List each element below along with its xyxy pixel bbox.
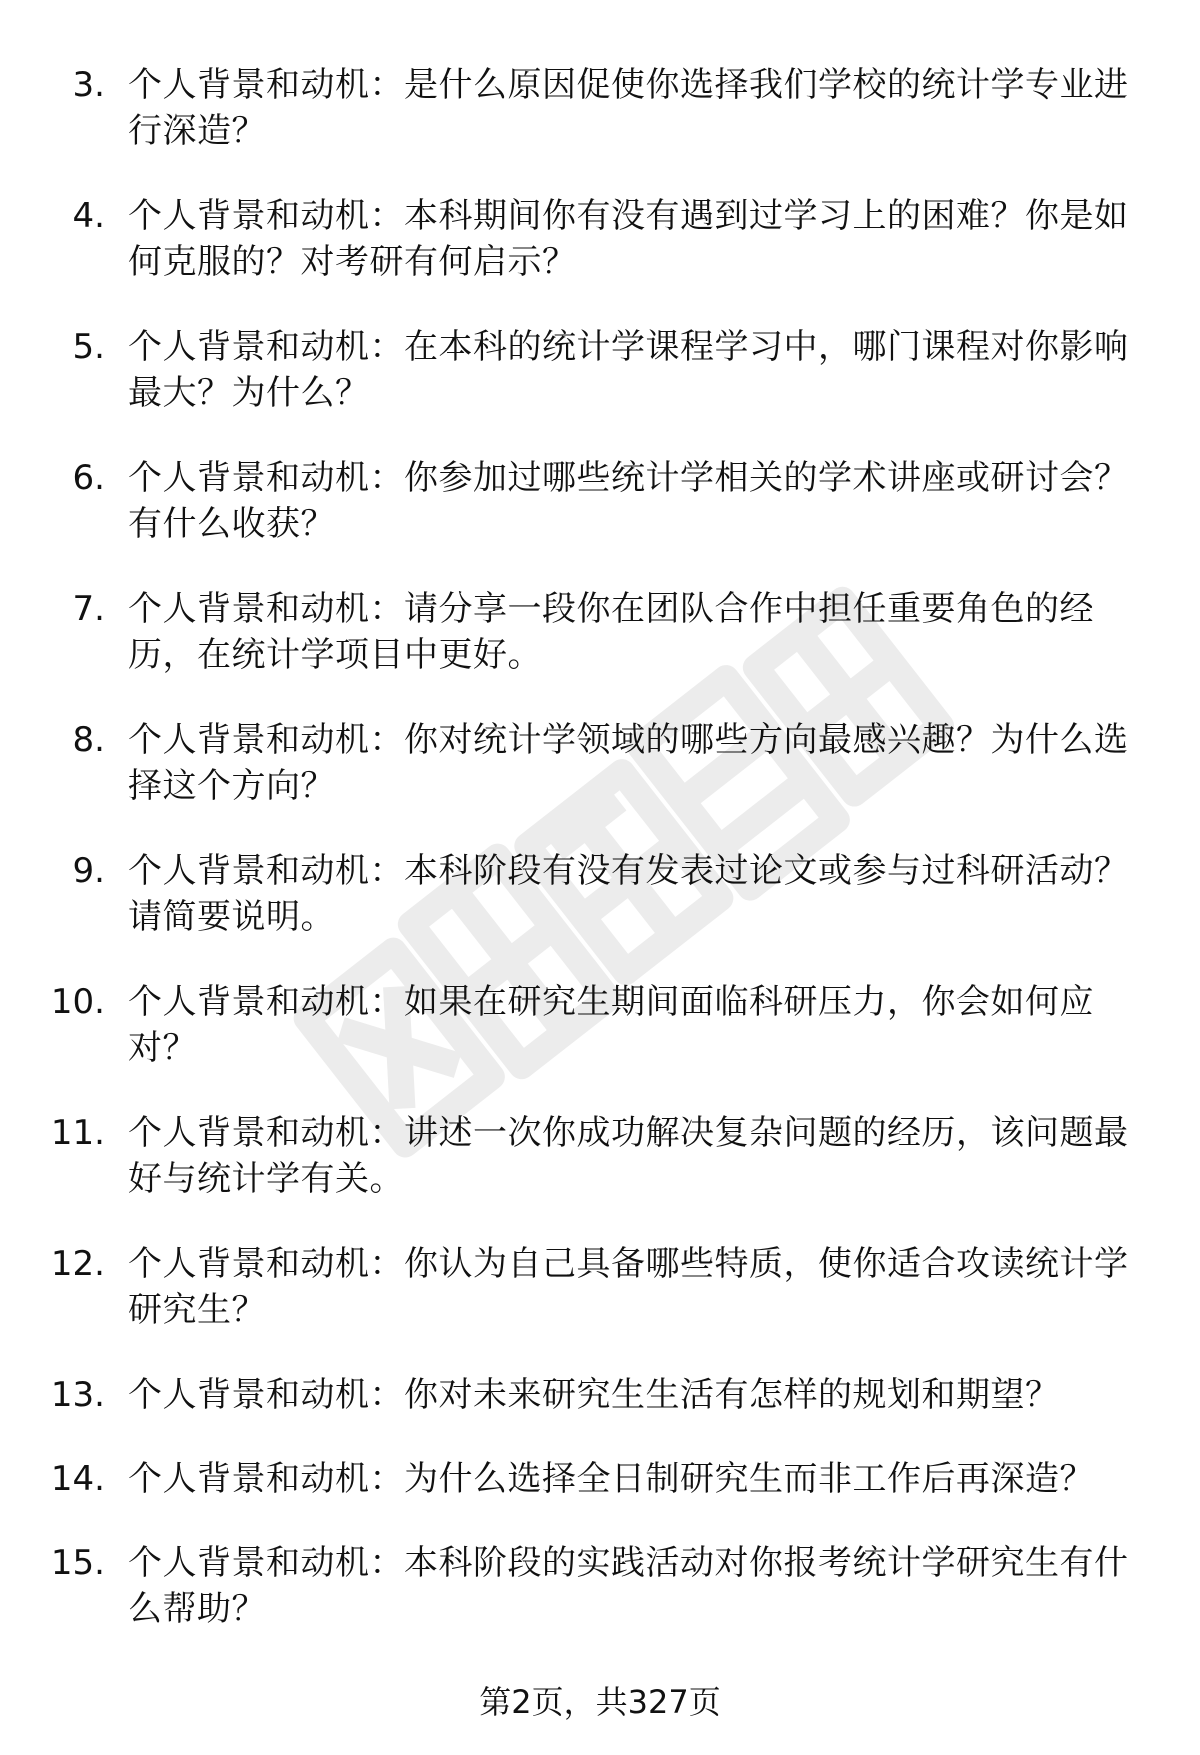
- question-text: 个人背景和动机：讲述一次你成功解决复杂问题的经历，该问题最好与统计学有关。: [128, 1113, 1129, 1199]
- question-item: [0, 324, 1200, 455]
- question-text: 个人背景和动机：本科阶段的实践活动对你报考统计学研究生有什么帮助？: [128, 1543, 1129, 1629]
- question-number: 13.: [50, 1375, 105, 1415]
- question-number: 6.: [72, 458, 105, 498]
- question-item: [0, 455, 1200, 586]
- question-number: 11.: [50, 1113, 105, 1153]
- question-item: [0, 586, 1200, 717]
- page-footer: 第2页，共327页: [479, 1683, 721, 1721]
- question-item: [0, 848, 1200, 979]
- question-text: 个人背景和动机：本科期间你有没有遇到过学习上的困难？你是如何克服的？对考研有何启示？: [128, 196, 1129, 282]
- question-text: 个人背景和动机：你对未来研究生生活有怎样的规划和期望？: [128, 1375, 1060, 1415]
- question-item: [0, 1540, 1200, 1671]
- question-number: 8.: [72, 720, 105, 760]
- question-item: [0, 1110, 1200, 1241]
- question-item: [0, 62, 1200, 193]
- question-text: 个人背景和动机：本科阶段有没有发表过论文或参与过科研活动？请简要说明。: [128, 851, 1129, 937]
- question-item: [0, 979, 1200, 1110]
- question-list: [0, 62, 1200, 1671]
- question-text: 个人背景和动机：请分享一段你在团队合作中担任重要角色的经历，在统计学项目中更好。: [128, 589, 1094, 675]
- question-number: 5.: [72, 327, 105, 367]
- question-item: [0, 717, 1200, 848]
- question-text: 个人背景和动机：在本科的统计学课程学习中，哪门课程对你影响最大？为什么？: [128, 327, 1129, 413]
- question-number: 4.: [72, 196, 105, 236]
- question-item: [0, 1372, 1200, 1456]
- question-number: 10.: [50, 982, 105, 1022]
- question-number: 14.: [50, 1459, 105, 1499]
- question-item: [0, 1241, 1200, 1372]
- question-number: 7.: [72, 589, 105, 629]
- question-text: 个人背景和动机：你参加过哪些统计学相关的学术讲座或研讨会？有什么收获？: [128, 458, 1129, 544]
- question-text: 个人背景和动机：是什么原因促使你选择我们学校的统计学专业进行深造？: [128, 65, 1129, 151]
- question-item: [0, 193, 1200, 324]
- question-text: 个人背景和动机：如果在研究生期间面临科研压力，你会如何应对？: [128, 982, 1094, 1068]
- question-item: [0, 1456, 1200, 1540]
- question-number: 9.: [72, 851, 105, 891]
- question-number: 12.: [50, 1244, 105, 1284]
- question-text: 个人背景和动机：你对统计学领域的哪些方向最感兴趣？为什么选择这个方向？: [128, 720, 1129, 806]
- question-number: 3.: [72, 65, 105, 105]
- question-number: 15.: [50, 1543, 105, 1583]
- question-text: 个人背景和动机：你认为自己具备哪些特质，使你适合攻读统计学研究生？: [128, 1244, 1129, 1330]
- question-text: 个人背景和动机：为什么选择全日制研究生而非工作后再深造？: [128, 1459, 1094, 1499]
